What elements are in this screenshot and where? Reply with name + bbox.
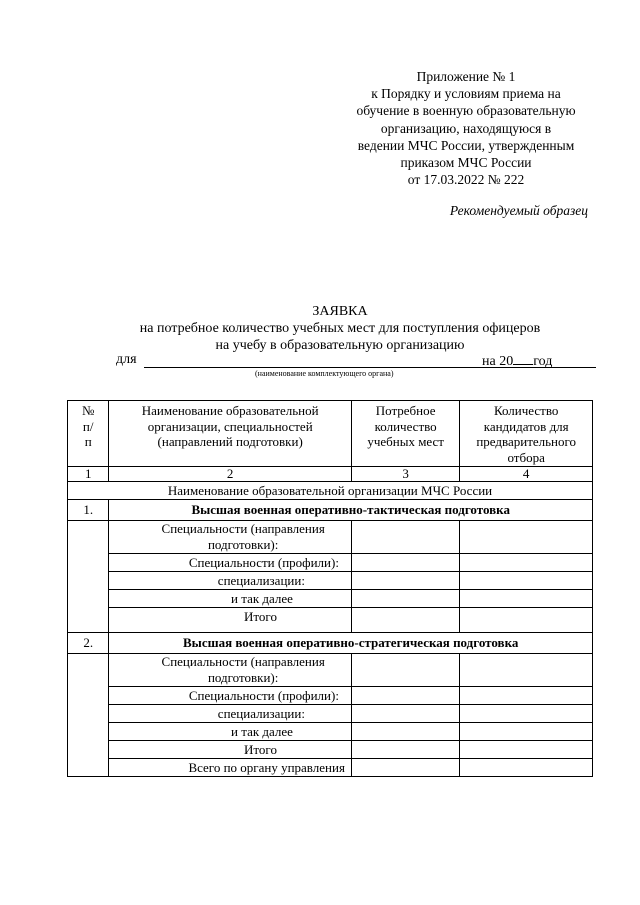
- table-row: [68, 572, 593, 590]
- group-row: [68, 500, 593, 521]
- row-label: и так далее: [109, 590, 352, 608]
- year-prefix: на 20: [482, 354, 514, 369]
- candidates-cell[interactable]: [460, 687, 593, 705]
- appendix-line: организацию, находящуюся в: [380, 120, 552, 136]
- column-numbers-row: [68, 467, 593, 482]
- candidates-cell[interactable]: [460, 741, 593, 759]
- heading-line-1: на потребное количество учебных мест для поступления офицеров: [139, 321, 541, 336]
- row-label: Специальности (направления подготовки):: [109, 521, 352, 554]
- org-name: Наименование образовательной организации МЧС России: [68, 482, 593, 500]
- heading-line-2: на учебу в образовательную организацию: [215, 338, 465, 353]
- group-number: 2.: [68, 633, 109, 654]
- header-number: № п/п: [68, 401, 109, 467]
- candidates-cell[interactable]: [460, 590, 593, 608]
- row-label: Итого: [109, 608, 352, 633]
- candidates-cell[interactable]: [460, 759, 593, 777]
- candidates-cell[interactable]: [460, 723, 593, 741]
- year-blank[interactable]: [513, 352, 533, 365]
- row-label: Специальности (направления подготовки):: [109, 654, 352, 687]
- table-row: [68, 521, 593, 554]
- row-label: и так далее: [109, 723, 352, 741]
- table-row: [68, 687, 593, 705]
- places-cell[interactable]: [351, 521, 459, 554]
- places-cell[interactable]: [351, 572, 459, 590]
- column-number: 3: [351, 467, 459, 482]
- appendix-line: Приложение № 1: [416, 69, 516, 84]
- candidates-cell[interactable]: [460, 654, 593, 687]
- row-label: Итого: [109, 741, 352, 759]
- candidates-cell[interactable]: [460, 608, 593, 633]
- table-row: [68, 705, 593, 723]
- table-row: [68, 554, 593, 572]
- table-row: [68, 759, 593, 777]
- candidates-cell[interactable]: [460, 554, 593, 572]
- header-candidates: Количество кандидатов для предварительного отбора: [460, 401, 593, 467]
- places-cell[interactable]: [351, 590, 459, 608]
- request-table: [67, 400, 593, 777]
- header-places: Потребное количество учебных мест: [351, 401, 459, 467]
- places-cell[interactable]: [351, 759, 459, 777]
- for-label: для: [116, 352, 137, 367]
- column-number: 4: [460, 467, 593, 482]
- places-cell[interactable]: [351, 687, 459, 705]
- places-cell[interactable]: [351, 723, 459, 741]
- org-row: [68, 482, 593, 500]
- appendix-block: [340, 68, 592, 188]
- appendix-line: от 17.03.2022 № 222: [407, 172, 525, 188]
- places-cell[interactable]: [351, 654, 459, 687]
- appendix-line: ведении МЧС России, утвержденным: [357, 137, 575, 153]
- group-title: Высшая военная оперативно-тактическая подготовка: [109, 500, 593, 521]
- row-label: Всего по органу управления: [109, 759, 352, 777]
- year-suffix: год: [533, 354, 553, 369]
- header-row: [68, 401, 593, 467]
- row-label: специализации:: [109, 705, 352, 723]
- blank-number-cell: [68, 654, 109, 777]
- blank-number-cell: [68, 521, 109, 633]
- year-label: [482, 352, 552, 370]
- document-heading: [60, 303, 620, 354]
- places-cell[interactable]: [351, 741, 459, 759]
- appendix-line: обучение в военную образовательную: [356, 103, 576, 119]
- candidates-cell[interactable]: [460, 521, 593, 554]
- table-row: [68, 608, 593, 633]
- for-line: [116, 352, 566, 370]
- document-title: ЗАЯВКА: [312, 304, 368, 319]
- candidates-cell[interactable]: [460, 705, 593, 723]
- organ-caption: (наименование комплектующего органа): [255, 369, 394, 378]
- group-number: 1.: [68, 500, 109, 521]
- group-title: Высшая военная оперативно-стратегическая подготовка: [109, 633, 593, 654]
- places-cell[interactable]: [351, 608, 459, 633]
- row-label: Специальности (профили):: [109, 687, 352, 705]
- candidates-cell[interactable]: [460, 572, 593, 590]
- sample-label: Рекомендуемый образец: [449, 203, 588, 218]
- table-row: [68, 654, 593, 687]
- table-row: [68, 741, 593, 759]
- appendix-line: приказом МЧС России: [400, 155, 532, 171]
- table-row: [68, 723, 593, 741]
- column-number: 1: [68, 467, 109, 482]
- places-cell[interactable]: [351, 554, 459, 572]
- table-row: [68, 590, 593, 608]
- row-label: Специальности (профили):: [109, 554, 352, 572]
- appendix-line: к Порядку и условиям приема на: [371, 86, 561, 102]
- places-cell[interactable]: [351, 705, 459, 723]
- group-row: [68, 633, 593, 654]
- column-number: 2: [109, 467, 352, 482]
- header-name: Наименование образовательной организации, специальностей (направлений подготовки): [109, 401, 352, 467]
- row-label: специализации:: [109, 572, 352, 590]
